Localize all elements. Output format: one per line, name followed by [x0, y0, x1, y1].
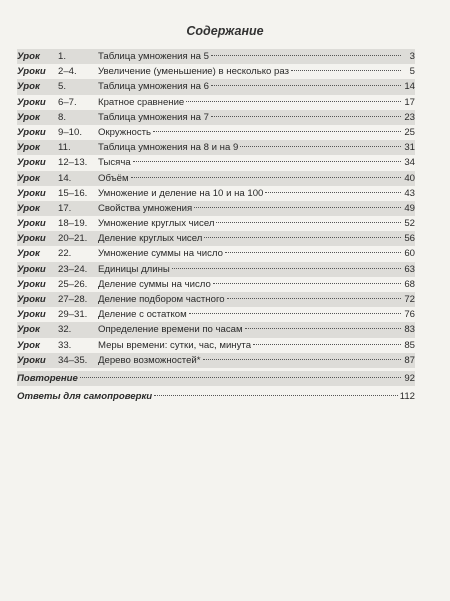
dot-leader	[131, 177, 401, 178]
toc-row	[17, 231, 415, 246]
section-title: Ответы для самопроверки	[17, 391, 153, 403]
lesson-number: 34–35.	[58, 354, 88, 366]
toc-extra-row	[17, 371, 415, 386]
lesson-title: Определение времени по часам	[98, 324, 243, 336]
page-number: 34	[404, 157, 415, 169]
lesson-kind: Уроки	[17, 263, 46, 275]
page-number: 112	[399, 391, 415, 403]
dot-leader	[211, 55, 401, 56]
lesson-kind: Уроки	[17, 294, 46, 305]
lesson-title: Тысяча	[98, 157, 131, 169]
lesson-title: Увеличение (уменьшение) в несколько раз	[98, 66, 289, 78]
lesson-title: Умножение суммы на число	[98, 248, 223, 260]
lesson-number: 22.	[58, 248, 72, 260]
page-number: 72	[404, 294, 415, 305]
page-number: 49	[404, 202, 415, 214]
page-title: Содержание	[186, 24, 264, 38]
lesson-kind: Уроки	[17, 278, 46, 290]
lesson-number: 12–13.	[58, 157, 88, 169]
lesson-number: 23–24.	[58, 263, 88, 275]
page-number: 3	[409, 51, 415, 62]
toc-row	[17, 125, 415, 140]
toc-row	[17, 338, 415, 353]
lesson-title: Деление суммы на число	[98, 278, 211, 290]
lesson-kind: Урок	[17, 339, 40, 351]
dot-leader	[211, 85, 401, 86]
page-number: 60	[404, 248, 415, 260]
dot-leader	[186, 101, 401, 102]
lesson-title: Окружность	[98, 126, 152, 138]
lesson-kind: Урок	[17, 111, 40, 123]
lesson-number: 9–10.	[58, 126, 83, 138]
dot-leader	[203, 359, 402, 360]
lesson-number: 6–7.	[58, 96, 77, 108]
lesson-number: 14.	[58, 172, 72, 184]
lesson-title: Таблица умножения на 7	[98, 111, 209, 123]
page-number: 14	[404, 81, 415, 93]
dot-leader	[216, 222, 401, 223]
lesson-number: 1.	[58, 51, 67, 62]
lesson-number: 27–28.	[58, 294, 88, 305]
toc-row	[17, 262, 415, 277]
dot-leader	[253, 344, 401, 345]
lesson-kind: Уроки	[17, 187, 46, 199]
dot-leader	[204, 237, 401, 238]
page-number: 56	[404, 233, 415, 245]
dot-leader	[211, 116, 401, 117]
toc-extra-row	[17, 389, 415, 404]
toc-row	[17, 155, 415, 170]
dot-leader	[265, 192, 401, 193]
toc-row	[17, 171, 415, 186]
lesson-kind: Уроки	[17, 157, 46, 169]
dot-leader	[154, 395, 398, 396]
page-number: 25	[404, 126, 415, 138]
page-number: 76	[404, 309, 415, 321]
lesson-kind: Урок	[17, 248, 40, 260]
toc-row	[17, 95, 415, 110]
lesson-title: Кратное сравнение	[98, 96, 185, 108]
lesson-kind: Уроки	[17, 126, 46, 138]
lesson-kind: Уроки	[17, 96, 46, 108]
page-number: 23	[404, 111, 415, 123]
toc-row	[17, 64, 415, 79]
lesson-title: Дерево возможностей*	[98, 354, 201, 366]
toc-row	[17, 353, 415, 368]
lesson-title: Свойства умножения	[98, 202, 193, 214]
lesson-title: Умножение и деление на 10 и на 100	[98, 187, 264, 199]
page-number: 52	[404, 218, 415, 230]
lesson-number: 29–31.	[58, 309, 88, 321]
toc-row	[17, 292, 415, 307]
toc-row	[17, 49, 415, 64]
lesson-kind: Урок	[17, 51, 40, 62]
lesson-kind: Уроки	[17, 233, 46, 245]
dot-leader	[240, 146, 401, 147]
lesson-title: Умножение круглых чисел	[98, 218, 215, 230]
lesson-title: Меры времени: сутки, час, минута	[98, 339, 252, 351]
page-number: 31	[404, 142, 415, 154]
page-number: 40	[404, 172, 415, 184]
dot-leader	[227, 298, 401, 299]
toc-row	[17, 79, 415, 94]
page-number: 17	[404, 96, 415, 108]
lesson-kind: Урок	[17, 324, 40, 336]
page-number: 85	[404, 339, 415, 351]
dot-leader	[225, 252, 401, 253]
toc-row	[17, 307, 415, 322]
toc-row	[17, 246, 415, 261]
lesson-number: 32.	[58, 324, 72, 336]
toc-row	[17, 110, 415, 125]
dot-leader	[153, 131, 401, 132]
lesson-kind: Урок	[17, 172, 40, 184]
lesson-number: 20–21.	[58, 233, 88, 245]
lesson-kind: Уроки	[17, 66, 46, 78]
dot-leader	[133, 161, 401, 162]
lesson-title: Единицы длины	[98, 263, 170, 275]
toc-row	[17, 201, 415, 216]
page-number: 5	[409, 66, 415, 78]
dot-leader	[291, 70, 401, 71]
page-number: 87	[404, 354, 415, 366]
lesson-title: Таблица умножения на 6	[98, 81, 209, 93]
lesson-number: 2–4.	[58, 66, 77, 78]
lesson-title: Таблица умножения на 8 и на 9	[98, 142, 239, 154]
lesson-kind: Уроки	[17, 218, 46, 230]
lesson-kind: Уроки	[17, 354, 46, 366]
dot-leader	[189, 313, 401, 314]
dot-leader	[194, 207, 401, 208]
lesson-title: Деление подбором частного	[98, 294, 225, 305]
table-of-contents	[17, 49, 415, 404]
dot-leader	[245, 328, 401, 329]
toc-row	[17, 277, 415, 292]
toc-row	[17, 186, 415, 201]
lesson-number: 17.	[58, 202, 72, 214]
page-number: 83	[404, 324, 415, 336]
lesson-number: 8.	[58, 111, 67, 123]
page-number: 92	[404, 372, 415, 384]
lesson-kind: Урок	[17, 202, 40, 214]
lesson-kind: Урок	[17, 81, 40, 93]
lesson-number: 18–19.	[58, 218, 88, 230]
toc-row	[17, 140, 415, 155]
dot-leader	[213, 283, 401, 284]
lesson-number: 11.	[58, 142, 71, 154]
lesson-title: Таблица умножения на 5	[98, 51, 209, 62]
lesson-title: Объём	[98, 172, 129, 184]
toc-row	[17, 322, 415, 337]
lesson-title: Деление круглых чисел	[98, 233, 203, 245]
toc-row	[17, 216, 415, 231]
lesson-number: 15–16.	[58, 187, 88, 199]
lesson-kind: Урок	[17, 142, 40, 154]
lesson-title: Деление с остатком	[98, 309, 187, 321]
lesson-number: 5.	[58, 81, 67, 93]
lesson-number: 33.	[58, 339, 72, 351]
dot-leader	[172, 268, 401, 269]
page-number: 43	[404, 187, 415, 199]
dot-leader	[80, 377, 401, 378]
page-number: 63	[404, 263, 415, 275]
section-title: Повторение	[17, 372, 78, 384]
page-number: 68	[404, 278, 415, 290]
lesson-number: 25–26.	[58, 278, 88, 290]
lesson-kind: Уроки	[17, 309, 46, 321]
